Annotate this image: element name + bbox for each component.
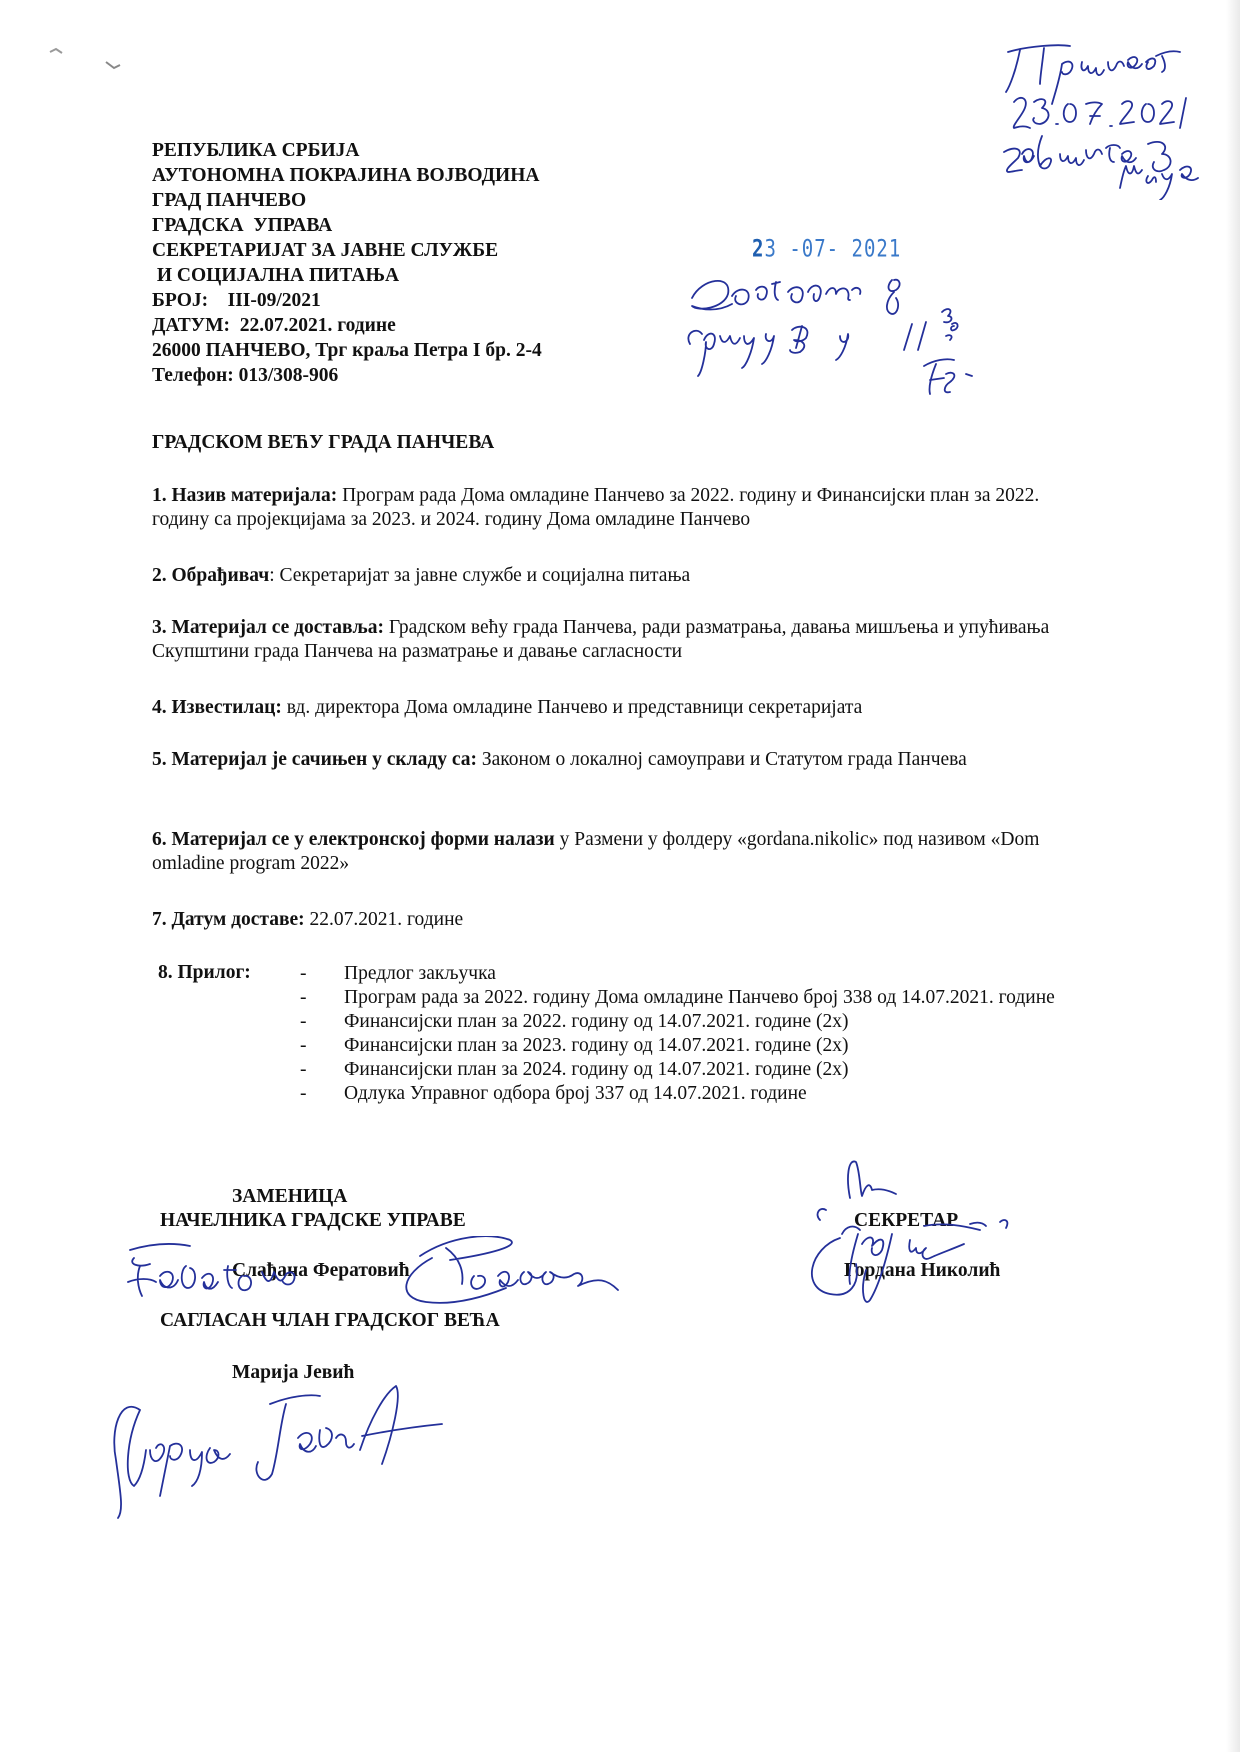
item-label: 3. Материјал се доставља: — [152, 617, 384, 638]
item-label: 1. Назив материјала: — [152, 485, 338, 506]
council-member-signature — [110, 1380, 450, 1520]
item-delivery-date — [152, 908, 1082, 932]
attachment-item: - Финансијски план за 2023. годину од 14.07.2021. године (2x) — [300, 1035, 849, 1056]
recipient-heading: ГРАДСКОМ ВЕЋУ ГРАДА ПАНЧЕВА — [152, 432, 495, 453]
item-electronic-location — [152, 828, 1082, 876]
attachment-item: - Финансијски план за 2022. годину од 14.07.2021. године (2x) — [300, 1011, 849, 1032]
item-text: Програм рада Дома омладине Панчево за 2022. годину и Финансијски план за 2022. годину са пројекцијама за 2023. и 2024. годину Дома омладине Панчево — [152, 485, 1040, 530]
council-member-title: САГЛАСАН ЧЛАН ГРАДСКОГ ВЕЋА — [160, 1310, 500, 1331]
attachment-item: - Програм рада за 2022. годину Дома омладине Панчево број 338 од 14.07.2021. године — [300, 987, 1055, 1008]
item-label: 7. Датум доставе: — [152, 909, 305, 930]
deputy-title-line1: ЗАМЕНИЦА — [232, 1186, 348, 1207]
letterhead-line: ГРАД ПАНЧЕВО — [152, 190, 307, 211]
document-date: ДАТУМ: 22.07.2021. године — [152, 315, 396, 336]
received-date-stamp: 23 -07- 2021 — [752, 235, 902, 263]
item-legal-basis — [152, 748, 1082, 772]
item-processor — [152, 564, 1082, 588]
letterhead-line: АУТОНОМНА ПОКРАЈИНА ВОЈВОДИНА — [152, 165, 540, 186]
scan-speck-marks — [40, 40, 140, 80]
item-reporter — [152, 696, 1082, 720]
item-material-name — [152, 484, 1082, 532]
council-member-name: Марија Јевић — [232, 1362, 355, 1383]
letterhead-line: И СОЦИЈАЛНА ПИТАЊА — [152, 265, 400, 286]
attachment-item: - Одлука Управног одбора број 337 од 14.07.2021. године — [300, 1083, 807, 1104]
attachment-item: - Предлог закључка — [300, 963, 496, 984]
deputy-signature — [120, 1236, 640, 1306]
secretary-name: Гордана Николић — [844, 1260, 1001, 1281]
item-label: 6. Материјал се у електронској форми налази — [152, 829, 555, 850]
letterhead-line: СЕКРЕТАРИЈАТ ЗА ЈАВНЕ СЛУЖБЕ — [152, 240, 499, 261]
item-delivered-to — [152, 616, 1082, 664]
letterhead-line: ГРАДСКА УПРАВА — [152, 215, 333, 236]
item-label: 4. Известилац: — [152, 697, 282, 718]
secretary-signature — [800, 1148, 1040, 1328]
attachment-item: - Финансијски план за 2024. годину од 14.07.2021. године (2x) — [300, 1059, 849, 1080]
attachments-label: 8. Прилог: — [158, 962, 251, 983]
item-text: у Размени у фолдеру «gordana.nikolic» под називом «Dom omladine program 2022» — [152, 829, 1040, 874]
secretary-title: СЕКРЕТАР — [854, 1210, 959, 1231]
phone: Телефон: 013/308-906 — [152, 365, 339, 386]
item-text: вд. директора Дома омладине Панчево и представници секретаријата — [281, 697, 863, 718]
attachments-list — [300, 962, 1092, 1106]
item-label: 2. Обрађивач — [152, 565, 270, 586]
handwritten-delivery-note — [680, 270, 1010, 400]
item-text: Градском већу града Панчева, ради разматрања, давања мишљења и упућивања Скупштини града Панчева на разматрање и давање сагласности — [152, 617, 1050, 662]
item-text: Законом о локалној самоуправи и Статутом града Панчева — [476, 749, 967, 770]
item-label: 5. Материјал је сачињен у складу са: — [152, 749, 477, 770]
page-edge-shadow — [1226, 0, 1240, 1752]
letterhead — [152, 138, 542, 388]
address: 26000 ПАНЧЕВО, Трг краља Петра I бр. 2-4 — [152, 340, 542, 361]
deputy-title-line2: НАЧЕЛНИКА ГРАДСКЕ УПРАВЕ — [160, 1210, 466, 1231]
item-text: : Секретаријат за јавне службе и социјална питања — [269, 565, 691, 586]
deputy-name: Слађана Фератовић — [232, 1260, 410, 1281]
handwritten-received-note — [990, 20, 1230, 200]
document-number: БРОЈ: III-09/2021 — [152, 290, 321, 311]
letterhead-line: РЕПУБЛИКА СРБИЈА — [152, 140, 360, 161]
item-text: 22.07.2021. године — [304, 909, 464, 930]
